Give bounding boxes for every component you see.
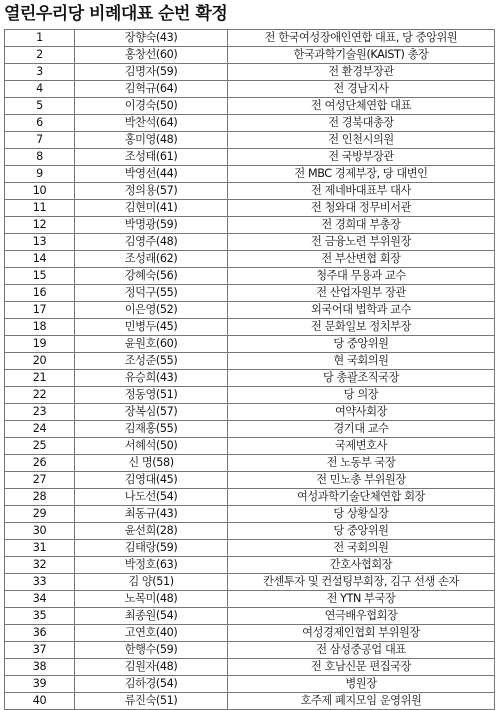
rank-number-cell: 40 [5, 693, 75, 710]
table-row [5, 421, 495, 438]
rank-number-cell: 15 [5, 268, 75, 285]
candidate-role-cell: 여성과학기술단체연합 회장 [228, 489, 495, 506]
candidate-name-cell: 강혜숙(56) [75, 268, 228, 285]
candidate-role-cell: 전 MBC 경제부장, 당 대변인 [228, 166, 495, 183]
table-row [5, 132, 495, 149]
rank-number-cell: 20 [5, 353, 75, 370]
rank-number-cell: 26 [5, 455, 75, 472]
table-row [5, 506, 495, 523]
candidate-name-cell: 유승희(43) [75, 370, 228, 387]
candidate-name-cell: 이은영(52) [75, 302, 228, 319]
rank-number-cell: 38 [5, 659, 75, 676]
candidate-role-cell: 전 금융노련 부위원장 [228, 234, 495, 251]
candidate-name-cell: 박정호(63) [75, 557, 228, 574]
rank-number-cell: 29 [5, 506, 75, 523]
candidate-role-cell: 전 경북대총장 [228, 115, 495, 132]
candidate-role-cell: 전 국회의원 [228, 540, 495, 557]
candidate-role-cell: 전 여성단체연합 대표 [228, 98, 495, 115]
page-title: 열린우리당 비례대표 순번 확정 [4, 4, 228, 24]
candidate-name-cell: 장복심(57) [75, 404, 228, 421]
candidate-role-cell: 전 호남신문 편집국장 [228, 659, 495, 676]
table-row [5, 608, 495, 625]
candidate-role-cell: 여성경제인협회 부위원장 [228, 625, 495, 642]
table-row [5, 693, 495, 710]
table-row [5, 574, 495, 591]
candidate-name-cell: 박영선(44) [75, 166, 228, 183]
rank-number-cell: 8 [5, 149, 75, 166]
candidate-name-cell: 나도선(54) [75, 489, 228, 506]
candidate-name-cell: 정의용(57) [75, 183, 228, 200]
rank-number-cell: 13 [5, 234, 75, 251]
candidate-role-cell: 전 민노총 부위원장 [228, 472, 495, 489]
rank-number-cell: 33 [5, 574, 75, 591]
candidate-role-cell: 외국어대 법학과 교수 [228, 302, 495, 319]
table-row [5, 149, 495, 166]
table-row [5, 64, 495, 81]
candidate-role-cell: 연극배우협회장 [228, 608, 495, 625]
table-row [5, 217, 495, 234]
rank-number-cell: 5 [5, 98, 75, 115]
candidate-role-cell: 전 경남지사 [228, 81, 495, 98]
rank-number-cell: 23 [5, 404, 75, 421]
candidate-name-cell: 장향숙(43) [75, 30, 228, 47]
candidate-role-cell: 당 상황실장 [228, 506, 495, 523]
table-row [5, 302, 495, 319]
candidate-role-cell: 칸센투자 및 컨설팅부회장, 김구 선생 손자 [228, 574, 495, 591]
rank-number-cell: 12 [5, 217, 75, 234]
table-row [5, 30, 495, 47]
rank-number-cell: 9 [5, 166, 75, 183]
candidate-name-cell: 김혁규(64) [75, 81, 228, 98]
table-row [5, 659, 495, 676]
rank-number-cell: 17 [5, 302, 75, 319]
table-row [5, 591, 495, 608]
candidate-role-cell: 전 인천시의원 [228, 132, 495, 149]
rank-number-cell: 19 [5, 336, 75, 353]
table-row [5, 47, 495, 64]
candidate-role-cell: 현 국회의원 [228, 353, 495, 370]
rank-number-cell: 34 [5, 591, 75, 608]
candidate-name-cell: 김재홍(55) [75, 421, 228, 438]
rank-number-cell: 7 [5, 132, 75, 149]
candidate-role-cell: 전 삼성중공업 대표 [228, 642, 495, 659]
table-row [5, 251, 495, 268]
rank-number-cell: 6 [5, 115, 75, 132]
rank-number-cell: 31 [5, 540, 75, 557]
table-row [5, 676, 495, 693]
candidate-name-cell: 홍창선(60) [75, 47, 228, 64]
candidate-role-cell: 전 경희대 부총장 [228, 217, 495, 234]
table-row [5, 523, 495, 540]
table-body [5, 30, 495, 710]
candidate-role-cell: 전 산업자원부 장관 [228, 285, 495, 302]
rank-number-cell: 24 [5, 421, 75, 438]
candidate-role-cell: 간호사협회장 [228, 557, 495, 574]
table-row [5, 455, 495, 472]
candidate-name-cell: 박명광(59) [75, 217, 228, 234]
table-row [5, 404, 495, 421]
table-row [5, 557, 495, 574]
rank-number-cell: 16 [5, 285, 75, 302]
rank-number-cell: 11 [5, 200, 75, 217]
table-row [5, 540, 495, 557]
candidate-role-cell: 호주제 폐지모임 운영위원 [228, 693, 495, 710]
rank-number-cell: 32 [5, 557, 75, 574]
candidate-name-cell: 한행수(59) [75, 642, 228, 659]
rank-number-cell: 1 [5, 30, 75, 47]
candidate-role-cell: 한국과학기술원(KAIST) 총장 [228, 47, 495, 64]
table-row [5, 387, 495, 404]
candidate-role-cell: 전 문화일보 정치부장 [228, 319, 495, 336]
rank-number-cell: 25 [5, 438, 75, 455]
candidate-role-cell: 병원장 [228, 676, 495, 693]
rank-number-cell: 2 [5, 47, 75, 64]
candidate-name-cell: 민병두(45) [75, 319, 228, 336]
candidate-name-cell: 김명자(59) [75, 64, 228, 81]
candidate-name-cell: 류진숙(51) [75, 693, 228, 710]
candidate-name-cell: 최종원(54) [75, 608, 228, 625]
rank-number-cell: 4 [5, 81, 75, 98]
rank-number-cell: 27 [5, 472, 75, 489]
rank-number-cell: 21 [5, 370, 75, 387]
candidate-name-cell: 조성준(55) [75, 353, 228, 370]
rank-number-cell: 22 [5, 387, 75, 404]
candidate-name-cell: 김영주(48) [75, 234, 228, 251]
table-row [5, 183, 495, 200]
candidate-role-cell: 당 중앙위원 [228, 523, 495, 540]
candidate-name-cell: 김현미(41) [75, 200, 228, 217]
table-row [5, 438, 495, 455]
candidate-name-cell: 조성태(61) [75, 149, 228, 166]
candidate-role-cell: 국제변호사 [228, 438, 495, 455]
candidate-name-cell: 신 명(58) [75, 455, 228, 472]
rank-number-cell: 3 [5, 64, 75, 81]
rank-number-cell: 39 [5, 676, 75, 693]
table-row [5, 81, 495, 98]
candidate-name-cell: 김영대(45) [75, 472, 228, 489]
table-row [5, 234, 495, 251]
candidate-role-cell: 여약사회장 [228, 404, 495, 421]
table-row [5, 642, 495, 659]
candidate-role-cell: 전 YTN 부국장 [228, 591, 495, 608]
table-row [5, 200, 495, 217]
candidate-name-cell: 정덕구(55) [75, 285, 228, 302]
table-row [5, 319, 495, 336]
candidate-role-cell: 전 노동부 국장 [228, 455, 495, 472]
candidate-name-cell: 윤원호(60) [75, 336, 228, 353]
candidate-role-cell: 전 한국여성장애인연합 대표, 당 중앙위원 [228, 30, 495, 47]
candidate-role-cell: 전 국방부장관 [228, 149, 495, 166]
candidate-role-cell: 전 제네바대표부 대사 [228, 183, 495, 200]
table-row [5, 353, 495, 370]
rank-number-cell: 30 [5, 523, 75, 540]
candidate-role-cell: 전 청와대 정무비서관 [228, 200, 495, 217]
candidate-name-cell: 김태랑(59) [75, 540, 228, 557]
candidate-name-cell: 노목미(48) [75, 591, 228, 608]
table-row [5, 285, 495, 302]
rank-number-cell: 35 [5, 608, 75, 625]
candidate-role-cell: 당 총괄조직국장 [228, 370, 495, 387]
table-row [5, 115, 495, 132]
table-row [5, 268, 495, 285]
candidate-name-cell: 김 양(51) [75, 574, 228, 591]
table-row [5, 336, 495, 353]
table-row [5, 489, 495, 506]
rank-number-cell: 10 [5, 183, 75, 200]
candidate-name-cell: 홍미영(48) [75, 132, 228, 149]
candidate-name-cell: 고연호(40) [75, 625, 228, 642]
candidate-name-cell: 최동규(43) [75, 506, 228, 523]
candidate-role-cell: 청주대 무용과 교수 [228, 268, 495, 285]
candidate-name-cell: 김하경(54) [75, 676, 228, 693]
candidate-name-cell: 서혜석(50) [75, 438, 228, 455]
table-row [5, 370, 495, 387]
candidate-role-cell: 전 환경부장관 [228, 64, 495, 81]
table-row [5, 166, 495, 183]
candidate-name-cell: 정동영(51) [75, 387, 228, 404]
candidate-name-cell: 윤선희(28) [75, 523, 228, 540]
candidate-role-cell: 전 부산변협 회장 [228, 251, 495, 268]
nomination-list-table [4, 29, 495, 710]
candidate-name-cell: 박찬석(64) [75, 115, 228, 132]
candidate-role-cell: 당 의장 [228, 387, 495, 404]
rank-number-cell: 14 [5, 251, 75, 268]
table-row [5, 472, 495, 489]
table-row [5, 625, 495, 642]
candidate-role-cell: 당 중앙위원 [228, 336, 495, 353]
rank-number-cell: 37 [5, 642, 75, 659]
rank-number-cell: 36 [5, 625, 75, 642]
rank-number-cell: 18 [5, 319, 75, 336]
candidate-name-cell: 조성래(62) [75, 251, 228, 268]
candidate-name-cell: 이경숙(50) [75, 98, 228, 115]
candidate-name-cell: 김원자(48) [75, 659, 228, 676]
rank-number-cell: 28 [5, 489, 75, 506]
table-row [5, 98, 495, 115]
candidate-role-cell: 경기대 교수 [228, 421, 495, 438]
